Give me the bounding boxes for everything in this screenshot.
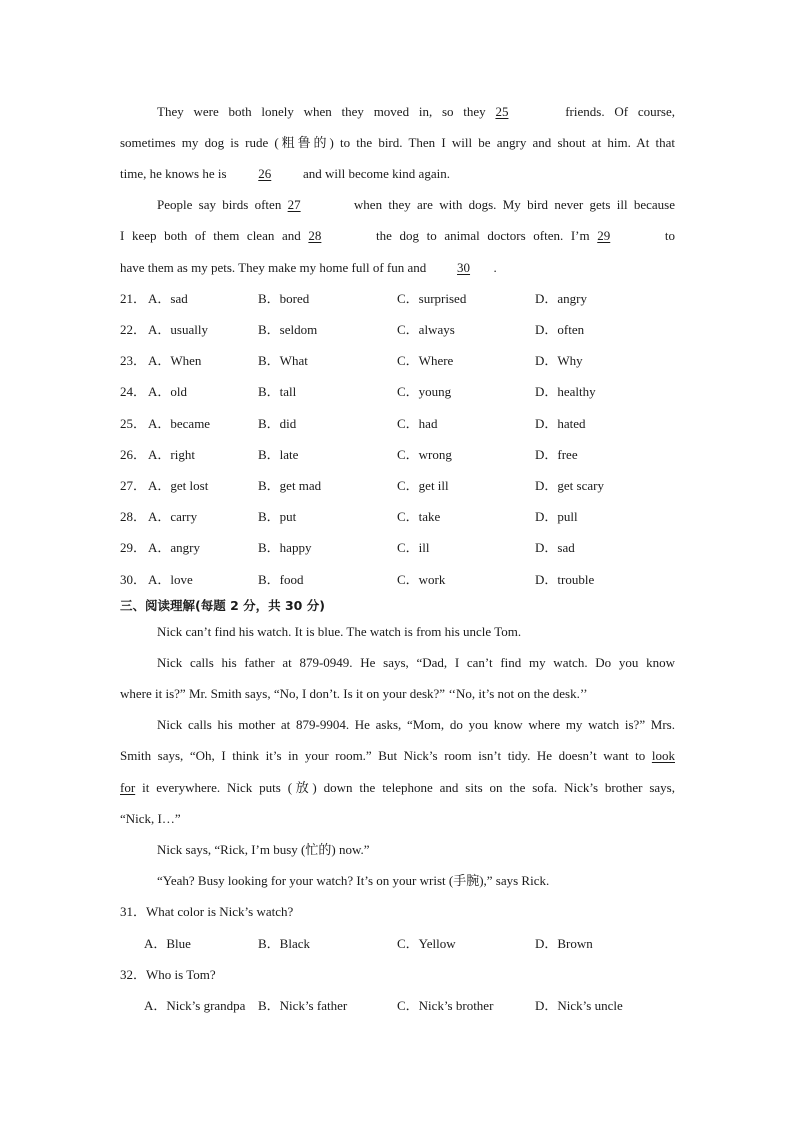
option-row	[120, 478, 680, 494]
reading-line: “Nick, I…”	[120, 811, 181, 826]
blank-29: 29	[597, 228, 611, 243]
option-row	[120, 322, 680, 338]
reading-line: Nick can’t find his watch. It is blue. The watch is from his uncle Tom.	[157, 624, 522, 639]
option-a: A．carry	[148, 509, 198, 524]
text: it everywhere. Nick puts (放) down the telephone and sits on the sofa. Nick’s brother says,	[142, 780, 675, 795]
reading-line: Nick calls his mother at 879-9904. He asks, “Mom, do you know where my watch is?” Mrs.	[157, 717, 675, 732]
option-c: C．had	[397, 416, 438, 431]
question-number: 25．	[120, 416, 147, 431]
option-b: B．happy	[258, 540, 312, 555]
option-d: D．angry	[535, 291, 587, 306]
option-c: C．young	[397, 384, 452, 399]
question-stem: 32．Who is Tom?	[120, 967, 216, 982]
question-number: 26．	[120, 447, 147, 462]
option-a: A．love	[148, 572, 193, 587]
text: Smith says, “Oh, I think it’s in your room.” But Nick’s room isn’t tidy. He doesn’t want to	[120, 748, 646, 763]
text: time, he knows he is	[120, 166, 227, 181]
question-number: 28．	[120, 509, 147, 524]
option-b: B．Nick’s father	[258, 998, 348, 1013]
option-row	[120, 353, 680, 369]
option-b: B．What	[258, 353, 308, 368]
option-row	[120, 572, 680, 588]
option-a: A．When	[148, 353, 202, 368]
cloze-p2-line1	[157, 197, 675, 213]
option-a: A．became	[148, 416, 211, 431]
option-b: B．get mad	[258, 478, 322, 493]
option-d: D．healthy	[535, 384, 596, 399]
option-c: C．work	[397, 572, 446, 587]
option-a: A．Nick’s grandpa	[144, 998, 246, 1013]
option-a: A．angry	[148, 540, 200, 555]
text: People say birds often	[157, 197, 282, 212]
option-d: D．hated	[535, 416, 586, 431]
reading-line: Nick says, “Rick, I’m busy (忙的) now.”	[157, 842, 370, 857]
text: I keep both of them clean and	[120, 228, 301, 243]
blank-26: 26	[258, 166, 272, 181]
question-number: 23．	[120, 353, 147, 368]
option-row	[120, 998, 680, 1014]
option-a: A．usually	[148, 322, 208, 337]
blank-30: 30	[457, 260, 471, 275]
blank-25: 25	[495, 104, 509, 119]
reading-line: “Yeah? Busy looking for your watch? It’s on your wrist (手腕),” says Rick.	[157, 873, 550, 888]
option-a: A．sad	[148, 291, 188, 306]
option-d: D．often	[535, 322, 585, 337]
option-c: C．wrong	[397, 447, 452, 462]
option-row	[120, 540, 680, 556]
text: when they are with dogs. My bird never gets ill because	[353, 197, 675, 212]
text: .	[493, 260, 497, 275]
option-a: A．Blue	[144, 936, 191, 951]
text: friends. Of course,	[565, 104, 675, 119]
option-c: C．Yellow	[397, 936, 456, 951]
blank-28: 28	[308, 228, 322, 243]
question-number: 24．	[120, 384, 147, 399]
option-c: C．always	[397, 322, 455, 337]
option-b: B．bored	[258, 291, 310, 306]
question-number: 21．	[120, 291, 147, 306]
question-stem: 31．What color is Nick’s watch?	[120, 904, 294, 919]
cloze-p2-line3	[120, 260, 675, 276]
question-number: 29．	[120, 540, 147, 555]
option-b: B．tall	[258, 384, 297, 399]
option-c: C．Nick’s brother	[397, 998, 494, 1013]
option-d: D．get scary	[535, 478, 604, 493]
underlined-phrase: for	[120, 780, 136, 795]
option-c: C．ill	[397, 540, 430, 555]
cloze-p1-line2: sometimes my dog is rude (粗鲁的) to the bird. Then I will be angry and shout at him. At that	[120, 135, 675, 150]
text: the dog to animal doctors often. I’m	[376, 228, 590, 243]
reading-line	[120, 780, 675, 796]
option-d: D．trouble	[535, 572, 595, 587]
text: have them as my pets. They make my home full of fun and	[120, 260, 427, 275]
option-d: D．free	[535, 447, 578, 462]
section-heading: 三、阅读理解(每题 2 分，共 30 分)	[120, 598, 325, 613]
text: They were both lonely when they moved in, so they	[157, 104, 486, 119]
option-a: A．right	[148, 447, 195, 462]
option-row	[120, 447, 680, 463]
option-d: D．sad	[535, 540, 575, 555]
option-d: D．pull	[535, 509, 578, 524]
option-b: B．seldom	[258, 322, 318, 337]
option-c: C．take	[397, 509, 441, 524]
option-b: B．did	[258, 416, 297, 431]
option-d: D．Nick’s uncle	[535, 998, 623, 1013]
option-b: B．late	[258, 447, 299, 462]
option-b: B．food	[258, 572, 304, 587]
option-d: D．Brown	[535, 936, 593, 951]
question-number: 27．	[120, 478, 147, 493]
text: and will become kind again.	[303, 166, 450, 181]
option-c: C．surprised	[397, 291, 467, 306]
question-number: 30．	[120, 572, 147, 587]
option-b: B．Black	[258, 936, 310, 951]
option-b: B．put	[258, 509, 297, 524]
reading-line: Nick calls his father at 879-0949. He says, “Dad, I can’t find my watch. Do you know	[157, 655, 675, 670]
option-a: A．get lost	[148, 478, 209, 493]
option-row	[120, 384, 680, 400]
option-row	[120, 416, 680, 432]
cloze-p2-line2	[120, 228, 675, 244]
cloze-p1-line3	[120, 166, 675, 182]
option-row	[120, 509, 680, 525]
reading-line	[120, 748, 675, 764]
cloze-p1-line1	[157, 104, 675, 120]
option-row	[120, 936, 680, 952]
underlined-phrase: look	[651, 748, 675, 763]
question-number: 22．	[120, 322, 147, 337]
option-c: C．Where	[397, 353, 454, 368]
option-a: A．old	[148, 384, 188, 399]
option-row	[120, 291, 680, 307]
blank-27: 27	[287, 197, 301, 212]
text: to	[664, 228, 675, 243]
option-d: D．Why	[535, 353, 583, 368]
option-c: C．get ill	[397, 478, 449, 493]
reading-line: where it is?” Mr. Smith says, “No, I don’t. Is it on your desk?” ‘‘No, it’s not on the desk.’’	[120, 686, 588, 701]
